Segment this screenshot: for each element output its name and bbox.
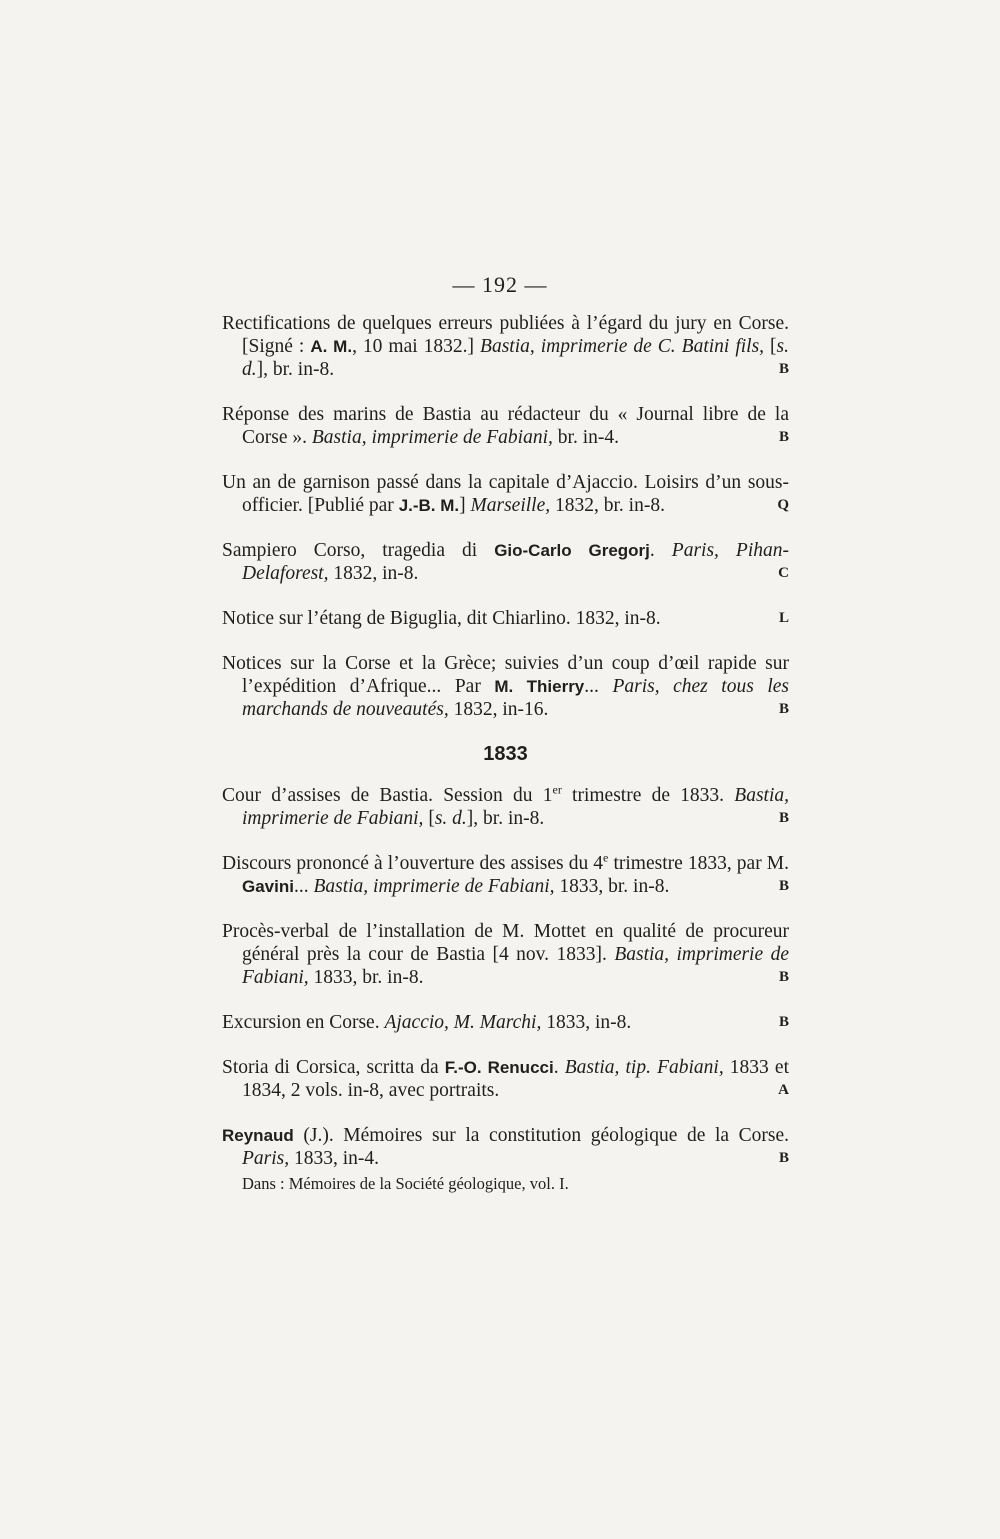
- imprint-text: Bastia, imprimerie de C. Batini fils,: [480, 336, 765, 357]
- imprint-text: Paris,: [242, 1148, 290, 1169]
- imprint-text: Bastia, imprimerie de Fabiani,: [242, 944, 789, 988]
- entry-text: ...: [584, 676, 613, 697]
- library-code: B: [778, 1150, 789, 1166]
- imprint-text: Bastia, imprimerie de Fabiani,: [242, 785, 789, 829]
- entry-text: [: [423, 808, 435, 829]
- bibliography-entry: [222, 403, 789, 449]
- entry-text: Sampiero Corso, tragedia di: [222, 540, 495, 561]
- imprint-text: Bastia, tip. Fabiani,: [564, 1057, 724, 1078]
- library-code: B: [778, 878, 789, 894]
- imprint-text: Ajaccio, M. Marchi,: [384, 1012, 542, 1033]
- imprint-text: Paris, Pihan-Delaforest,: [242, 540, 789, 584]
- author-name: Gavini: [242, 877, 294, 896]
- entry-text: Notices sur la Corse et la Grèce; suivies d’un coup d’œil rapide sur l’expédition d’Afrique... Par: [222, 653, 789, 697]
- bibliography-entry: [222, 920, 789, 989]
- bibliography-entry: [222, 1011, 789, 1034]
- entry-text: ], br. in-8.: [466, 808, 545, 829]
- entry-text: [: [764, 336, 777, 357]
- entry-text: 1833 et 1834, 2 vols. in-8, avec portraits.: [242, 1057, 789, 1101]
- library-code: A: [778, 1082, 789, 1098]
- author-name: F.-O. Renucci: [444, 1058, 554, 1077]
- entry-text: Excursion en Corse.: [222, 1012, 385, 1033]
- entry-text: Discours prononcé à l’ouverture des assises du 4: [222, 853, 604, 874]
- imprint-text: Marseille,: [470, 495, 551, 516]
- bibliography-entry: [222, 312, 789, 381]
- library-code: B: [778, 701, 789, 717]
- entry-text: , 10 mai 1832.]: [352, 336, 481, 357]
- entry-text: 1833, br. in-8.: [308, 967, 424, 988]
- bibliography-entry: [222, 652, 789, 721]
- entry-text: br. in-4.: [552, 427, 619, 448]
- bibliography-entry: [222, 784, 789, 830]
- entry-text: ...: [293, 876, 314, 897]
- year-heading: 1833: [483, 743, 528, 765]
- entry-text: ], br. in-8.: [256, 359, 335, 380]
- bibliography-entry: [222, 607, 789, 630]
- library-code: B: [778, 969, 789, 985]
- entry-text: 1833, in-4.: [289, 1148, 380, 1169]
- entry-text: 1833, br. in-8.: [554, 876, 670, 897]
- library-code: Q: [777, 497, 789, 513]
- entry-text: Cour d’assises de Bastia. Session du 1: [222, 785, 553, 806]
- entries-1832: [222, 312, 789, 721]
- entry-text: .: [649, 540, 672, 561]
- bibliography-entry: [222, 1056, 789, 1102]
- entry-text: Rectifications de quelques erreurs publiées à l’égard du jury en Corse. [Signé :: [222, 313, 789, 357]
- bibliography-entry: [222, 471, 789, 517]
- library-code: B: [778, 429, 789, 445]
- author-name: A. M.: [310, 337, 353, 356]
- entry-text: er: [552, 782, 562, 797]
- library-code: C: [778, 565, 789, 581]
- bibliography-entry: [222, 539, 789, 585]
- library-code: B: [778, 810, 789, 826]
- bibliography-entry: [222, 852, 789, 898]
- entry-text: trimestre de 1833.: [561, 785, 735, 806]
- entry-text: Storia di Corsica, scritta da: [222, 1057, 445, 1078]
- entry-text: ]: [459, 495, 471, 516]
- library-code: B: [778, 361, 789, 377]
- entry-text: Procès-verbal de l’installation de M. Mottet en qualité de procureur général près la cour de Bastia [4 nov. 1833].: [222, 921, 789, 965]
- author-name: Reynaud: [222, 1126, 294, 1145]
- entry-text: Un an de garnison passé dans la capitale d’Ajaccio. Loisirs d’un sous-officier. [Publié par: [222, 472, 789, 516]
- imprint-text: Paris, chez tous les marchands de nouveautés,: [242, 676, 790, 720]
- imprint-text: Bastia, imprimerie de Fabiani,: [311, 427, 553, 448]
- library-code: L: [778, 610, 789, 626]
- library-code: B: [778, 1014, 789, 1030]
- bibliography-entry: [222, 1124, 789, 1170]
- imprint-text: s. d.: [434, 808, 467, 829]
- page-number: — 192 —: [452, 272, 548, 297]
- entry-text: Notice sur l’étang de Biguglia, dit Chiarlino. 1832, in-8.: [222, 608, 661, 629]
- entry-note: Dans : Mémoires de la Société géologique, vol. I.: [242, 1174, 569, 1193]
- author-name: J.-B. M.: [398, 496, 460, 515]
- imprint-text: s. d.: [242, 336, 790, 380]
- entry-text: 1832, in-8.: [328, 563, 419, 584]
- entry-text: 1833, in-8.: [541, 1012, 632, 1033]
- entry-text: e: [603, 850, 609, 865]
- entry-text: trimestre 1833, par M.: [608, 853, 789, 874]
- entry-text: Réponse des marins de Bastia au rédacteur du « Journal libre de la Corse ».: [222, 404, 789, 448]
- imprint-text: Bastia, imprimerie de Fabiani,: [313, 876, 555, 897]
- entry-text: .: [553, 1057, 565, 1078]
- entry-text: (J.). Mémoires sur la constitution géologique de la Corse.: [293, 1125, 789, 1146]
- author-name: M. Thierry: [494, 677, 585, 696]
- bibliography-content: [222, 312, 789, 1194]
- entry-text: 1832, in-16.: [448, 699, 549, 720]
- entries-1833: [222, 784, 789, 1170]
- author-name: Gio-Carlo Gregorj: [494, 541, 650, 560]
- entry-text: 1832, br. in-8.: [550, 495, 665, 516]
